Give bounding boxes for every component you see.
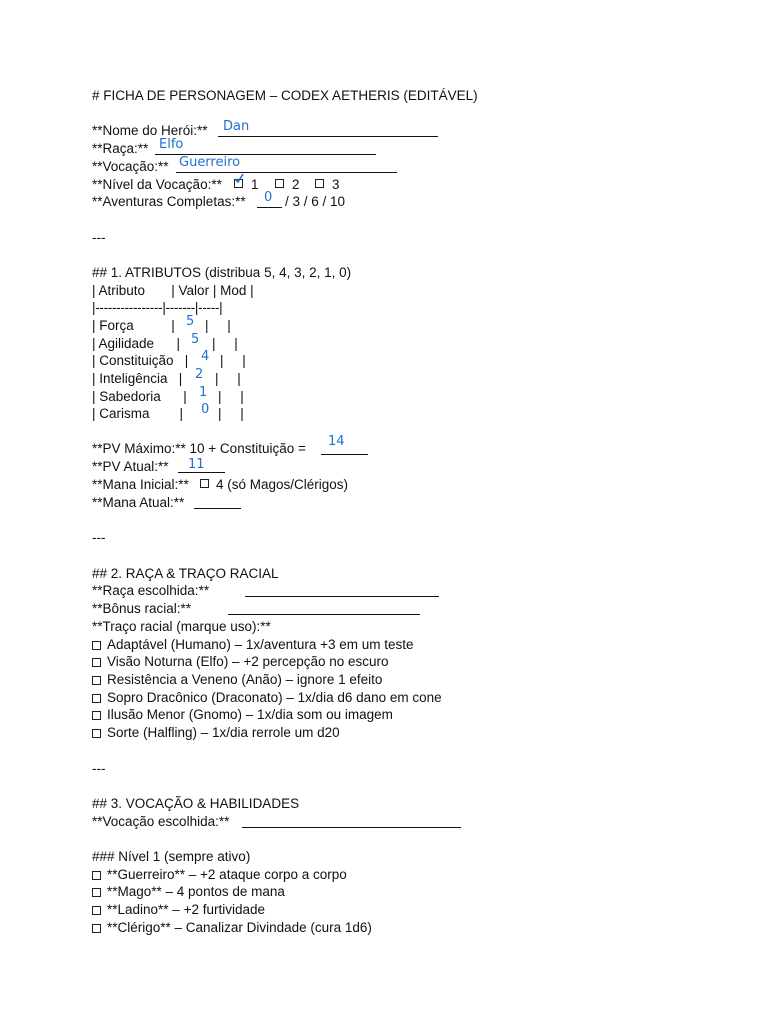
atributos-table-header: | Atributo | Valor | Mod | (92, 283, 254, 298)
nome-value: Dan (223, 119, 250, 134)
traco-item[interactable]: Ilusão Menor (Gnomo) – 1x/dia som ou imagem (92, 706, 393, 723)
nivel-label: **Nível da Vocação:** (92, 177, 222, 192)
habilidade-item[interactable]: **Ladino** – +2 furtividade (92, 901, 265, 918)
table-row: | Força | (92, 318, 175, 333)
agilidade-value[interactable]: 5 (191, 332, 200, 347)
traco-checkbox[interactable] (92, 711, 101, 720)
traco-checkbox[interactable] (92, 729, 101, 738)
nivel-3-label: 3 (332, 177, 340, 192)
raca-label: **Raça:** (92, 141, 149, 156)
table-row: | Inteligência | (92, 371, 183, 386)
table-row: | Agilidade | (92, 336, 181, 351)
table-row-tail: | | (212, 336, 238, 351)
table-row: | Sabedoria | (92, 389, 187, 404)
habilidade-item[interactable]: **Clérigo** – Canalizar Divindade (cura 1d6) (92, 919, 372, 936)
atributos-heading: ## 1. ATRIBUTOS (distribua 5, 4, 3, 2, 1, 0) (92, 265, 352, 280)
traco-checkbox[interactable] (92, 694, 101, 703)
traco-item[interactable]: Resistência a Veneno (Anão) – ignore 1 efeito (92, 671, 382, 688)
table-row-tail: | | (218, 406, 244, 421)
nivel-2-checkbox[interactable] (275, 179, 284, 188)
traco-checkbox[interactable] (92, 676, 101, 685)
habilidade-checkbox[interactable] (92, 924, 101, 933)
vocacao-label: **Vocação:** (92, 159, 169, 174)
traco-item[interactable]: Adaptável (Humano) – 1x/aventura +3 em um teste (92, 636, 414, 653)
traco-checkbox[interactable] (92, 641, 101, 650)
aventuras-field[interactable] (257, 207, 282, 208)
table-row: | Carisma | (92, 406, 184, 421)
inteligencia-value[interactable]: 2 (195, 367, 204, 382)
atributos-table-rule: |----------------|-------|-----| (92, 300, 223, 315)
forca-value[interactable]: 5 (186, 314, 195, 329)
checkmark-icon (233, 172, 245, 184)
traco-item[interactable]: Sopro Dracônico (Draconato) – 1x/dia d6 dano em cone (92, 689, 442, 706)
traco-racial-label: **Traço racial (marque uso):** (92, 619, 271, 634)
habilidade-checkbox[interactable] (92, 888, 101, 897)
pv-max-field[interactable] (321, 454, 368, 455)
carisma-value[interactable]: 0 (201, 402, 210, 417)
bonus-racial-field[interactable] (228, 614, 420, 615)
vocacao-value: Guerreiro (179, 155, 241, 170)
constituicao-value[interactable]: 4 (201, 349, 210, 364)
table-row-tail: | | (205, 318, 231, 333)
raca-escolhida-label: **Raça escolhida:** (92, 583, 210, 598)
aventuras-suffix: / 3 / 6 / 10 (285, 194, 346, 209)
sabedoria-value[interactable]: 1 (199, 385, 208, 400)
vocacao-heading: ## 3. VOCAÇÃO & HABILIDADES (92, 796, 300, 811)
bonus-racial-label: **Bônus racial:** (92, 601, 192, 616)
nivel-1-label: 1 (251, 177, 259, 192)
separator: --- (92, 230, 106, 245)
mana-inicial-tail: 4 (só Magos/Clérigos) (216, 477, 349, 492)
aventuras-label: **Aventuras Completas:** (92, 194, 246, 209)
pv-atual-value: 11 (188, 457, 205, 472)
nome-field[interactable] (218, 136, 438, 137)
raca-heading: ## 2. RAÇA & TRAÇO RACIAL (92, 566, 279, 581)
mana-atual-label: **Mana Atual:** (92, 495, 185, 510)
habilidade-checkbox[interactable] (92, 906, 101, 915)
mana-inicial-label: **Mana Inicial:** (92, 477, 189, 492)
aventuras-value: 0 (264, 190, 273, 205)
vocacao-field[interactable] (176, 172, 397, 173)
habilidade-item[interactable]: **Guerreiro** – +2 ataque corpo a corpo (92, 866, 347, 883)
table-row-tail: | | (220, 353, 246, 368)
pv-max-label: **PV Máximo:** 10 + Constituição = (92, 441, 306, 456)
traco-item[interactable]: Sorte (Halfling) – 1x/dia rerrole um d20 (92, 724, 340, 741)
traco-item[interactable]: Visão Noturna (Elfo) – +2 percepção no escuro (92, 653, 389, 670)
nome-label: **Nome do Herói:** (92, 123, 208, 138)
nivel-3-checkbox[interactable] (315, 179, 324, 188)
mana-inicial-checkbox[interactable] (200, 479, 209, 488)
raca-escolhida-field[interactable] (245, 596, 439, 597)
habilidade-item[interactable]: **Mago** – 4 pontos de mana (92, 883, 285, 900)
vocacao-escolhida-field[interactable] (242, 827, 461, 828)
pv-max-value: 14 (328, 434, 345, 449)
nivel-2-label: 2 (292, 177, 300, 192)
separator: --- (92, 530, 106, 545)
separator: --- (92, 761, 106, 776)
table-row-tail: | | (215, 371, 241, 386)
habilidade-checkbox[interactable] (92, 871, 101, 880)
nivel1-heading: ### Nível 1 (sempre ativo) (92, 849, 251, 864)
page-title: # FICHA DE PERSONAGEM – CODEX AETHERIS (EDITÁVEL) (92, 88, 478, 103)
pv-atual-label: **PV Atual:** (92, 459, 169, 474)
table-row: | Constituição | (92, 353, 189, 368)
traco-checkbox[interactable] (92, 658, 101, 667)
pv-atual-field[interactable] (178, 472, 225, 473)
mana-atual-field[interactable] (194, 508, 241, 509)
table-row-tail: | | (218, 389, 244, 404)
vocacao-escolhida-label: **Vocação escolhida:** (92, 814, 230, 829)
raca-value: Elfo (159, 137, 184, 152)
